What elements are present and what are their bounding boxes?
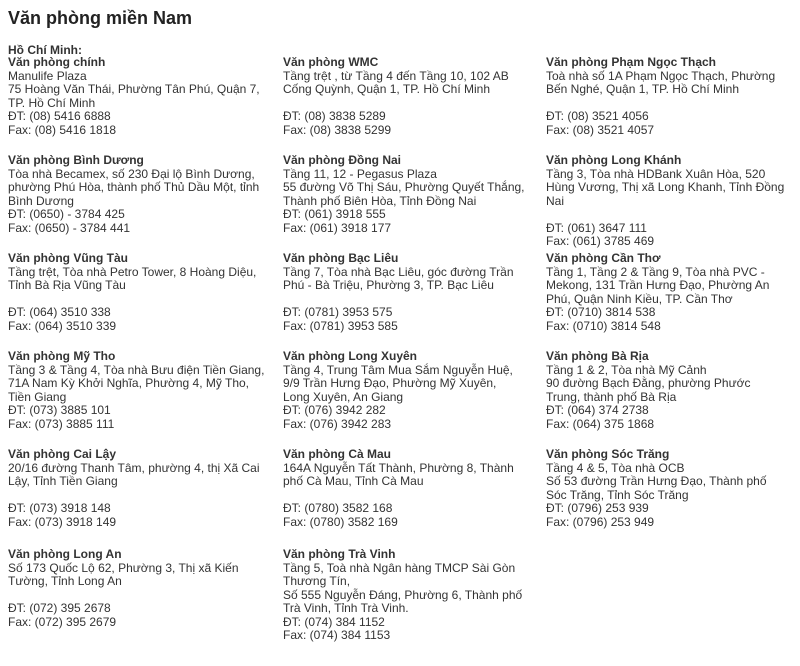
office-fax: Fax: (0796) 253 949 [546, 514, 655, 529]
office-phone: ĐT: (0710) 3814 538 [546, 305, 656, 319]
office-fax: Fax: (074) 384 1153 [283, 628, 391, 642]
office-address: Tầng trệt , từ Tầng 4 đến Tầng 10, 102 AB Cống Quỳnh, Quận 1, TP. Hồ Chí Minh [283, 68, 509, 96]
office-phone: ĐT: (074) 384 1152 [283, 614, 385, 629]
office-block [8, 252, 270, 333]
office-address: Tầng 3 & Tầng 4, Tòa nhà Bưu điện Tiền Giang, 71A Nam Kỳ Khởi Nghĩa, Phường 4, Mỹ Tho, Tiền Giang [8, 362, 265, 404]
office-name: Văn phòng Vũng Tàu [8, 251, 128, 265]
office-phone: ĐT: (0780) 3582 168 [283, 501, 393, 515]
office-address: Số 53 đường Trần Hưng Đạo, Thành phố Sóc Trăng, Tỉnh Sóc Trăng [546, 474, 767, 502]
office-address: Tầng 5, Toà nhà Ngân hàng TMCP Sài Gòn Thương Tín, [283, 560, 516, 588]
office-name: Văn phòng Long Khánh [546, 153, 682, 167]
office-name: Văn phòng chính [8, 55, 106, 69]
office-phone: ĐT: (061) 3918 555 [283, 207, 386, 221]
office-phone: ĐT: (076) 3942 282 [283, 403, 386, 417]
office-block [546, 448, 786, 529]
office-fax: Fax: (08) 3838 5299 [283, 122, 392, 137]
office-name: Văn phòng Bình Dương [8, 153, 144, 167]
office-fax: Fax: (061) 3918 177 [283, 220, 392, 235]
office-block [8, 154, 270, 235]
office-fax: Fax: (08) 5416 1818 [8, 122, 117, 137]
office-phone: ĐT: (064) 3510 338 [8, 305, 111, 319]
office-phone: ĐT: (073) 3885 101 [8, 403, 111, 417]
office-address: Tầng 11, 12 - Pegasus Plaza [283, 166, 437, 181]
office-block [546, 56, 786, 137]
office-address: Tầng trệt, Tòa nhà Petro Tower, 8 Hoàng Diệu, Tỉnh Bà Rịa Vũng Tàu [8, 264, 257, 292]
office-phone: ĐT: (072) 395 2678 [8, 601, 111, 615]
office-block [283, 548, 525, 643]
office-address: Tầng 4 & 5, Tòa nhà OCB [546, 460, 685, 475]
office-name: Văn phòng Phạm Ngọc Thạch [546, 55, 717, 69]
office-address: Số 555 Nguyễn Đáng, Phường 6, Thành phố Trà Vinh, Tỉnh Trà Vinh. [283, 587, 523, 615]
office-address: Manulife Plaza [8, 68, 87, 83]
office-phone: ĐT: (064) 374 2738 [546, 403, 649, 417]
office-fax: Fax: (073) 3918 149 [8, 514, 117, 529]
office-address: 75 Hoàng Văn Thái, Phường Tân Phú, Quận 7, TP. Hồ Chí Minh [8, 82, 260, 110]
office-block [546, 252, 786, 333]
office-block [283, 56, 525, 137]
office-fax: Fax: (073) 3885 111 [8, 416, 115, 431]
office-block [283, 350, 525, 431]
office-fax: Fax: (061) 3785 469 [546, 234, 655, 248]
office-fax: Fax: (0710) 3814 548 [546, 318, 661, 333]
office-address: 90 đường Bạch Đằng, phường Phước Trung, thành phố Bà Rịa [546, 376, 751, 404]
region-heading: Hồ Chí Minh: [8, 43, 82, 57]
office-name: Văn phòng Trà Vinh [283, 547, 396, 561]
office-address: Số 173 Quốc Lộ 62, Phường 3, Thị xã Kiến Tường, Tỉnh Long An [8, 560, 239, 588]
office-address: Tầng 1 & 2, Tòa nhà Mỹ Cảnh [546, 362, 707, 377]
office-phone: ĐT: (0781) 3953 575 [283, 305, 393, 319]
office-address: Toà nhà số 1A Phạm Ngọc Thạch, Phường Bến Nghé, Quận 1, TP. Hồ Chí Minh [546, 68, 776, 96]
office-address: 20/16 đường Thanh Tâm, phường 4, thị Xã Cai Lậy, Tỉnh Tiền Giang [8, 460, 260, 488]
office-phone: ĐT: (08) 3521 4056 [546, 109, 649, 123]
office-block [8, 350, 270, 431]
office-name: Văn phòng Long Xuyên [283, 349, 417, 363]
office-block [546, 154, 786, 249]
office-block [283, 448, 525, 529]
office-name: Văn phòng Cần Thơ [546, 251, 661, 265]
office-block [283, 252, 525, 333]
office-fax: Fax: (0780) 3582 169 [283, 514, 398, 529]
office-phone: ĐT: (0650) - 3784 425 [8, 207, 125, 221]
office-name: Văn phòng Bạc Liêu [283, 251, 399, 265]
office-fax: Fax: (0650) - 3784 441 [8, 220, 131, 235]
office-phone: ĐT: (08) 3838 5289 [283, 109, 386, 123]
office-block [546, 350, 786, 431]
office-name: Văn phòng Sóc Trăng [546, 447, 670, 461]
office-fax: Fax: (08) 3521 4057 [546, 122, 655, 137]
office-name: Văn phòng Long An [8, 547, 122, 561]
office-phone: ĐT: (0796) 253 939 [546, 501, 649, 515]
office-name: Văn phòng Cai Lậy [8, 447, 117, 461]
office-address: 164A Nguyễn Tất Thành, Phường 8, Thành phố Cà Mau, Tỉnh Cà Mau [283, 460, 514, 488]
office-address: Tầng 3, Tòa nhà HDBank Xuân Hòa, 520 Hùng Vương, Thị xã Long Khanh, Tỉnh Đồng Nai [546, 166, 785, 208]
office-name: Văn phòng Mỹ Tho [8, 349, 116, 363]
page-title: Văn phòng miền Nam [8, 8, 193, 28]
office-phone: ĐT: (061) 3647 111 [546, 220, 647, 235]
office-block [283, 154, 525, 235]
office-name: Văn phòng WMC [283, 55, 379, 69]
office-phone: ĐT: (073) 3918 148 [8, 501, 111, 515]
office-fax: Fax: (072) 395 2679 [8, 614, 117, 629]
office-name: Văn phòng Đồng Nai [283, 153, 401, 167]
office-name: Văn phòng Bà Rịa [546, 349, 649, 363]
office-address: Tòa nhà Becamex, số 230 Đại lộ Bình Dương, phường Phú Hòa, thành phố Thủ Dầu Một, tỉnh Bình Dương [8, 166, 260, 208]
office-address: 55 đường Võ Thị Sáu, Phường Quyết Thắng, Thành phố Biên Hòa, Tỉnh Đồng Nai [283, 180, 525, 208]
office-address: Tầng 7, Tòa nhà Bạc Liêu, góc đường Trần Phú - Bà Triệu, Phường 3, TP. Bạc Liêu [283, 264, 514, 292]
office-fax: Fax: (064) 375 1868 [546, 416, 655, 431]
office-block [8, 448, 270, 529]
office-fax: Fax: (0781) 3953 585 [283, 318, 398, 333]
office-name: Văn phòng Cà Mau [283, 447, 391, 461]
office-block [8, 548, 270, 629]
office-fax: Fax: (064) 3510 339 [8, 318, 117, 333]
office-phone: ĐT: (08) 5416 6888 [8, 109, 111, 123]
office-address: Tầng 4, Trung Tâm Mua Sắm Nguyễn Huệ, 9/9 Trần Hưng Đạo, Phường Mỹ Xuyên, Long Xuyên, An Giang [283, 362, 513, 404]
office-fax: Fax: (076) 3942 283 [283, 416, 392, 431]
office-address: Tầng 1, Tầng 2 & Tầng 9, Tòa nhà PVC - Mekong, 131 Trần Hưng Đạo, Phường An Phú, Quận Ninh Kiều, TP. Cần Thơ [546, 264, 770, 306]
office-block [8, 56, 270, 137]
